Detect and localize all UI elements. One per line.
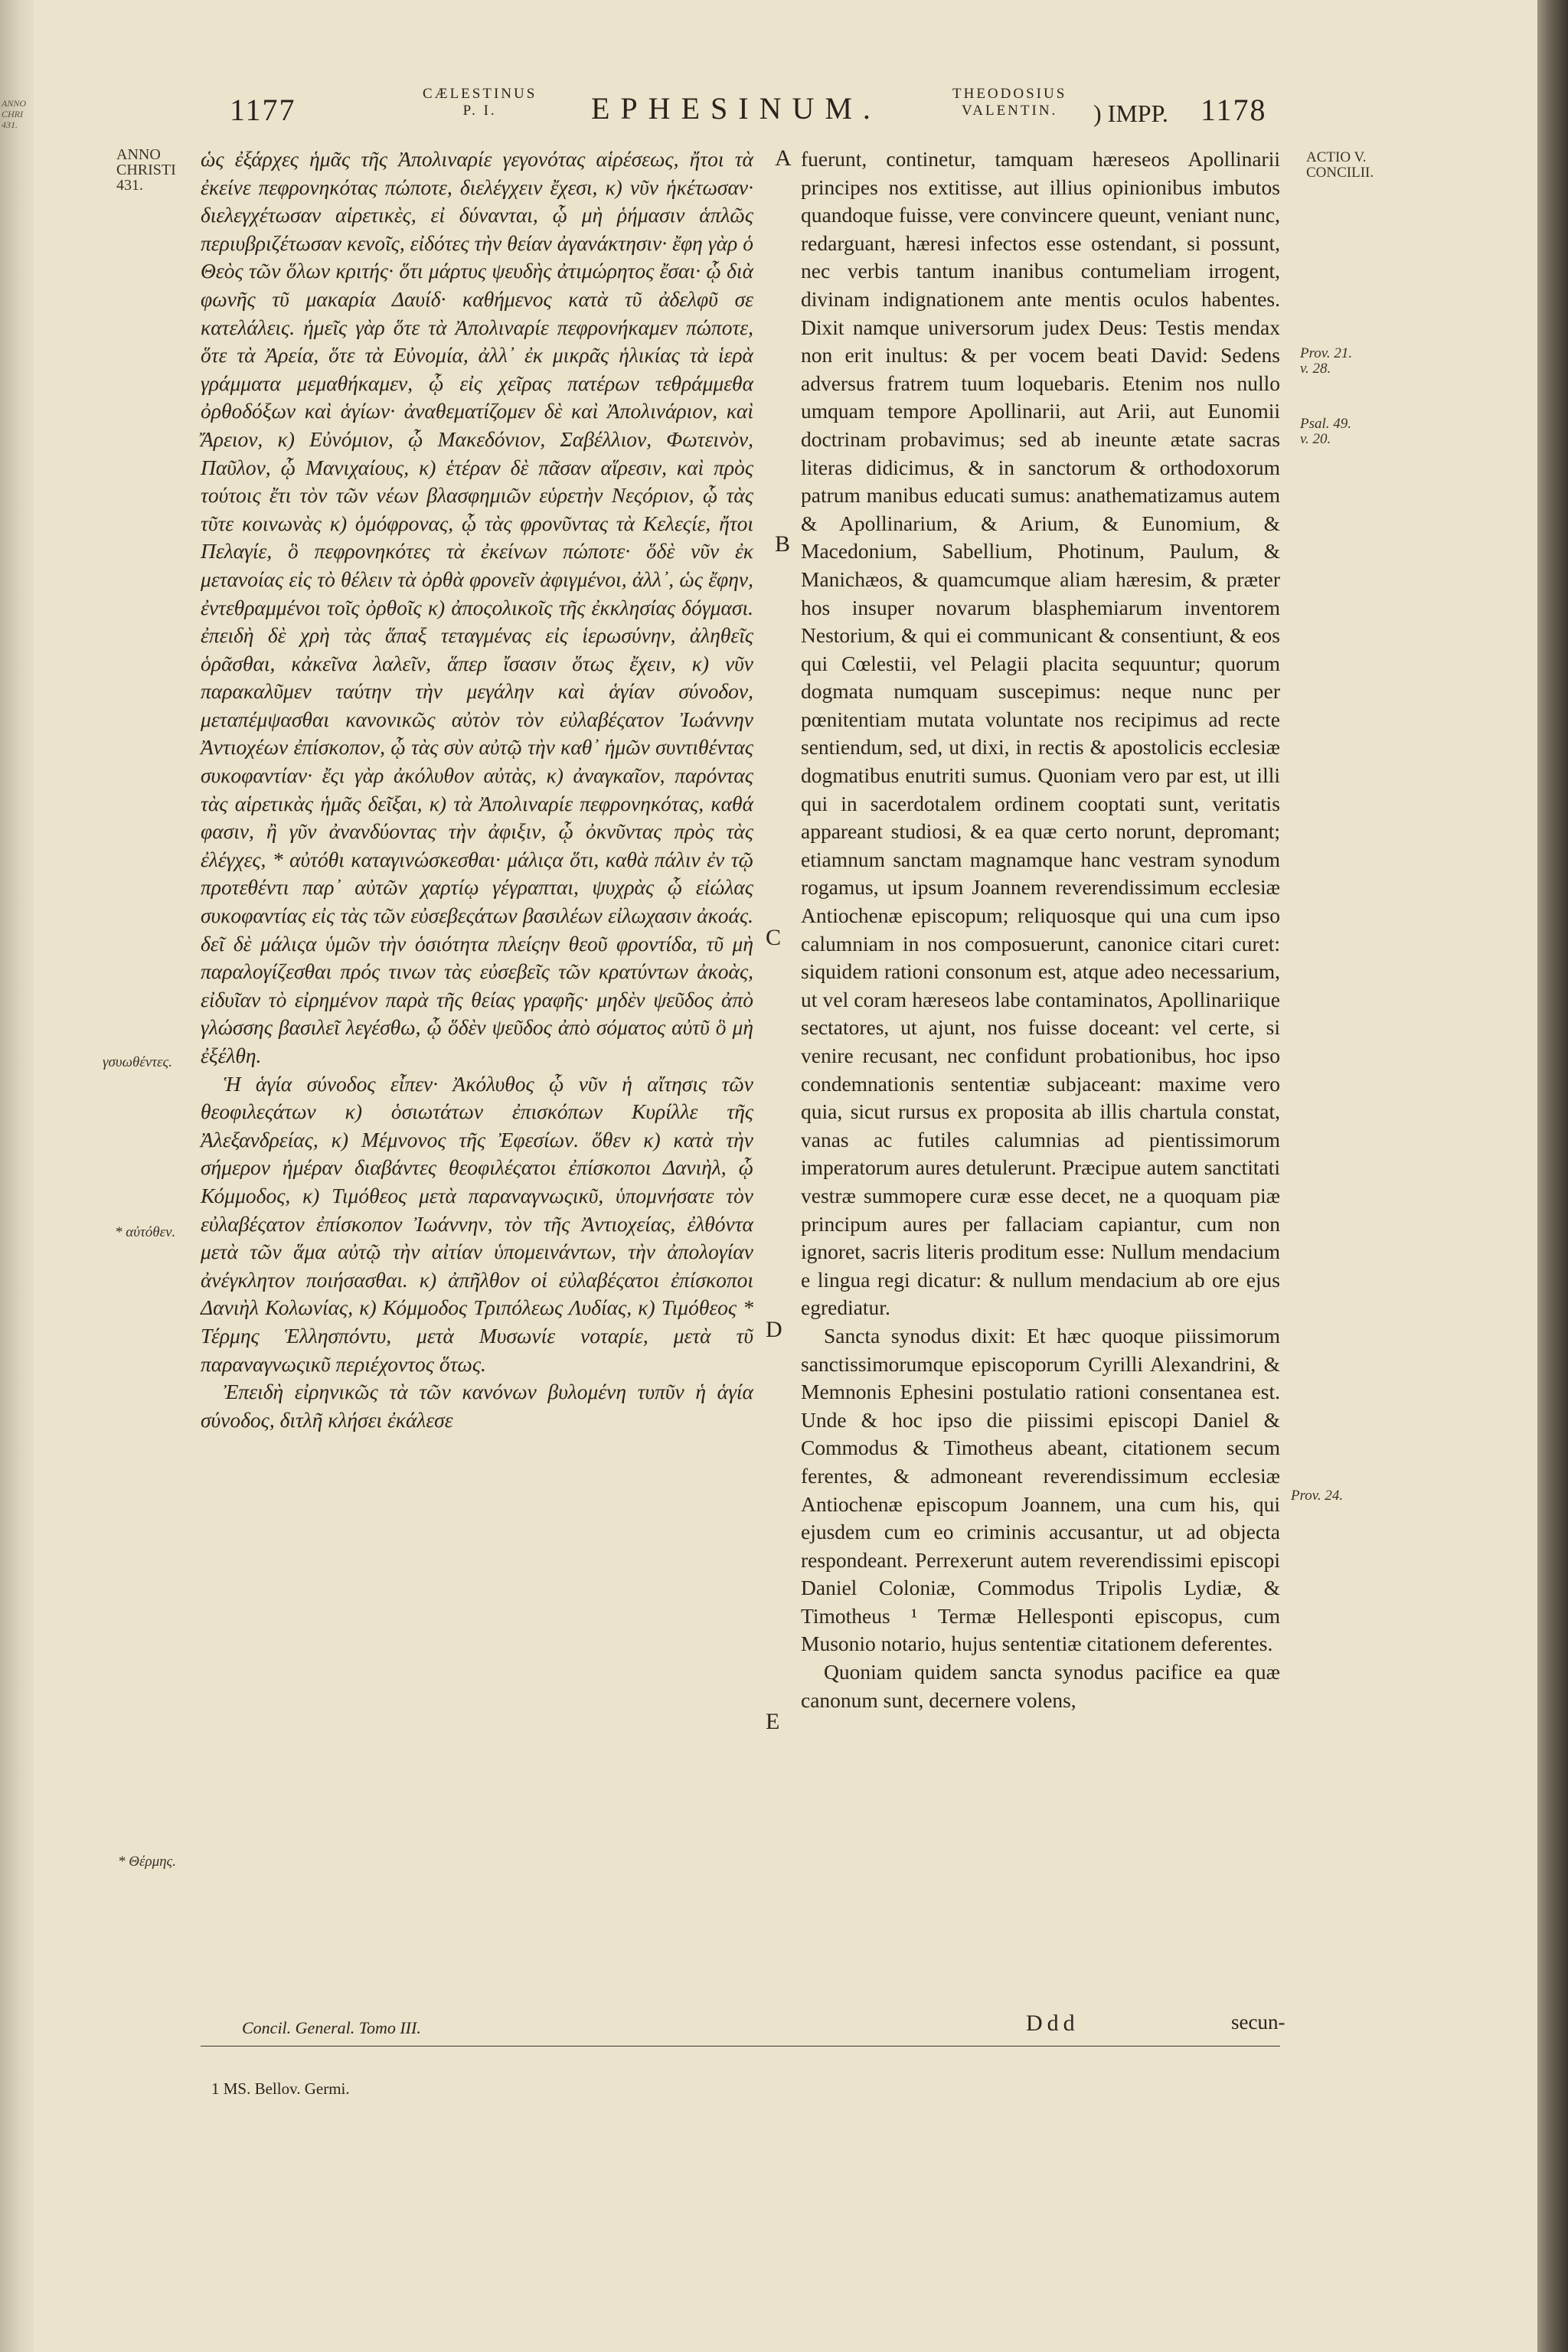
volume-source-line: Concil. General. Tomo III. xyxy=(242,2018,421,2037)
right-running-suffix: ) IMPP. xyxy=(1093,100,1168,127)
right-page-number: 1178 xyxy=(1200,93,1267,127)
section-letter-e: E xyxy=(766,1709,780,1734)
greek-paragraph: ὡς ἐξάρχες ἡμᾶς τῆς Ἀπολιναρίε γεγονότας αἱρέσεως, ἤτοι τὰ ἐκείνε πεφρονηκότας πώποτε, διελέγχειν ἔχεσι, κ) νῦν ἡκέτωσαν· διελεγχέτωσαν αἱρετικὲς, εἰ δύνανται, ᾧ μὴ ῥήμασιν ἁπλῶς περιυβριζέτωσαν κενοῖς, εἰδότες τὴν θείαν ἀγανάκτησιν· ἔφη γὰρ ὁ Θεὸς τῶν ὅλων κριτής· ὅτι μάρτυς ψευδὴς ἀτιμώρητος ἔσαι· ᾧ διὰ φωνῆς τῦ μακαρία Δαυίδ· καθήμενος κατὰ τῦ ἀδελφῦ σε κατελάλεις. ἡμεῖς γὰρ ὅτε τὰ Ἀπολιναρίε πεφρονήκαμεν πώποτε, ὅτε τὰ Ἀρεία, ὅτε τὰ Εὐνομία, ἀλλ᾽ ἐκ μικρᾶς ἡλικίας τὰ ἱερὰ γράμματα μεμαθήκαμεν, ᾧ εἰς χεῖρας πατέρων τεθράμμεθα ὀρθοδόξων καὶ ἁγίων· ἀναθεματίζομεν δὲ καὶ Ἀπολινάριον, καὶ Ἄρειον, κ) Εὐνόμιον, ᾧ Μακεδόνιον, Σαβέλλιον, Φωτεινὸν, Παῦλον, ᾧ Μανιχαίους, κ) ἑτέραν δὲ πᾶσαν αἵρεσιν, καὶ πρὸς τούτοις ἔτι τὸν τῶν νέων βλασφημιῶν εὑρετὴν Νεςόριον, ᾧ τὰς τῦτε κοινωνὰς κ) ὁμόφρονας, ᾧ τὰς φρονῦντας τὰ Κελεςίε, ἤτοι Πελαγίε, ὃ πεφρονηκότες τὰ ἐκείνων πώποτε· ὅδὲ νῦν ἐκ μετανοίας εἰς τὸ θέλειν τὰ ὀρθὰ φρονεῖν ἀφιγμένοι, ἀλλ᾽, ὡς ἔφην, ἐντεθραμμένοι τοῖς ὀρθοῖς κ) ἀποςολικοῖς τῆς ἐκκλησίας δόγμασι. ἐπειδὴ δὲ χρὴ τὰς ἅπαξ τεταγμένας εἰς ἱερωσύνην, ἀληθεῖς ὁρᾶσθαι, κἀκεῖνα λαλεῖν, ἅπερ ἴσασιν ὅτως ἔχειν, κ) νῦν παρακαλῦμεν ταύτην τὴν μεγάλην καὶ ἁγίαν σύνοδον, μεταπέμψασθαι κανονικῶς αὐτὸν τὸν εὐλαβέςατον Ἰωάννην Ἀντιοχέων ἐπίσκοπον, ᾧ τὰς σὺν αὐτῷ τὴν καθ᾽ ἡμῶν συντιθέντας συκοφαντίαν· ἔςι γὰρ ἀκόλυθον αὐτὰς, κ) ἀναγκαῖον, παρόντας τὰς αἱρετικὰς ἡμᾶς δεῖξαι, κ) τὰ Ἀπολιναρίε πεφρονηκότας, καθά φασιν, ἢ γῦν ἀνανδύοντας τὴν ἀφιξιν, ᾧ ὀκνῦντας πρὸς τὰς ἐλέγχες, * αὐτόθι καταγινώσκεσθαι· μάλιςα ὅτι, καθὰ πάλιν ἐν τῷ προτεθέντι παρ᾽ αὐτῶν χαρτίῳ γέγραπται, ψυχρὰς ᾧ εἰώλας συκοφαντίας εἰς τὰς τῶν εὐσεβεςάτων βασιλέων εἰλωχασιν ἀκοάς. δεῖ δὲ μάλιςα ὑμῶν τὴν ὁσιότητα πλείςην θεοῦ φροντίδα, τῦ μὴ παραλογίζεσθαι πρός τινων τὰς εὐσεβεῖς τῶν κρατύντων ἀκοὰς, εἰδυῖαν τὸ εἰρημένον παρὰ τῆς θείας γραφῆς· μηδὲν ψεῦδος ἀπὸ γλώσσης βασιλεῖ λεγέσθω, ᾧ ὅδὲν ψεῦδος ἀπὸ σόματος αὐτῦ ὃ μὴ ἐξέλθη. xyxy=(201,147,753,1067)
latin-paragraph: Sancta synodus dixit: Et hæc quoque piissimorum sanctissimorumque episcoporum Cyrilli Alexandrini, & Memnonis Ephesini postulatio rationi consentanea est. Unde & hoc ipso die piissimi episcopi Daniel & Commodus & Timotheus abeant, citationem secum ferentes, & admoneant reverendissimum ecclesiæ Antiochenæ episcopum Joannem, una cum his, qui ejusdem cum eo criminis accusantur, ut ad objecta respondeant. Perrexerunt autem reverendissimi episcopi Daniel Coloniæ, Commodus Tripolis Lydiæ, & Timotheus ¹ Termæ Hellesponti episcopus, cum Musonio notario, hujus sententiæ citationem deferentes. xyxy=(801,1323,1280,1656)
reference-prov-24: Prov. 24. xyxy=(1291,1488,1344,1504)
section-letter-c: C xyxy=(766,925,782,950)
reference-prov-21: Prov. 21. v. 28. xyxy=(1300,345,1353,377)
page-title: EPHESINUM. xyxy=(591,91,881,126)
footnote-rule xyxy=(201,2046,1280,2047)
left-page-number: 1177 xyxy=(230,93,296,127)
binding-gutter: ANNO CHRI 431. xyxy=(0,0,34,2352)
greek-paragraph: Ἡ ἁγία σύνοδος εἶπεν· Ἀκόλυθος ᾧ νῦν ἡ αἴτησις τῶν θεοφιλεςάτων κ) ὁσιωτάτων ἐπισκόπων Κυρίλλε τῆς Ἀλεξανδρείας, κ) Μέμνονος τῆς Ἐφεσίων. ὅθεν κ) κατὰ τὴν σήμερον ἡμέραν διαβάντες θεοφιλέςατοι ἐπίσκοποι Δανιὴλ, ᾧ Κόμμοδος, κ) Τιμόθεος μετὰ παραναγνωςικῦ, ὑπομνήσατε τὸν εὐλαβέςατον ἐπίσκοπον Ἰωάννην, τὸν τῆς Ἀντιοχείας, ἐλθόντα μετὰ τῶν ἅμα αὐτῷ τὴν αἰτίαν ὑπομεινάντων, τὴν ἀπολογίαν ἀνέγκλητον ποιήσασθαι. κ) ἀπῆλθον οἱ εὐλαβέςατοι ἐπίσκοποι Δανιὴλ Κολωνίας, κ) Κόμμοδος Τριπόλεως Λυδίας, κ) Τιμόθεος * Τέρμης Ἑλλησπόντυ, μετὰ Μυσωνίε νοταρίε, μετὰ τῦ παραναγνωςικῦ περιέχοντος ὅτως. xyxy=(201,1071,753,1376)
catchword: secun- xyxy=(1231,2011,1285,2034)
actio-note: ACTIO V. CONCILII. xyxy=(1306,149,1374,181)
greek-variant-note-1: γσυωθέντες. xyxy=(103,1054,172,1070)
latin-paragraph: Quoniam quidem sancta synodus pacifice ea quæ canonum sunt, decernere volens, xyxy=(801,1660,1280,1712)
left-running-head: CÆLESTINUS P. I. xyxy=(423,86,537,119)
section-letter-d: D xyxy=(766,1317,782,1342)
greek-variant-note-2: * αὐτόθεν. xyxy=(115,1224,176,1240)
section-letter-b: B xyxy=(775,531,791,557)
right-running-head: THEODOSIUS VALENTIN. xyxy=(952,86,1067,119)
anno-christi-note: ANNO CHRISTI 431. xyxy=(116,146,176,194)
running-header xyxy=(0,86,1568,139)
signature-mark: Ddd xyxy=(1026,2011,1080,2036)
greek-paragraph: Ἐπειδὴ εἰρηνικῶς τὰ τῶν κανόνων βυλομένη τυπῦν ἡ ἁγία σύνοδος, διτλῆ κλήσει ἐκάλεσε xyxy=(201,1380,753,1432)
footnote: 1 MS. Bellov. Germi. xyxy=(211,2079,350,2098)
greek-column xyxy=(201,145,753,1434)
latin-paragraph: fuerunt, continetur, tamquam hæreseos Apollinarii principes nos extitisse, aut illius opinionibus imbutos quandoque fuisse, vere convincere queunt, veniant nunc, redarguant, hæresi infectos esse ostendant, si possunt, nec verbis tantum inanibus contumeliam irrogent, divinam indignationem ante mentis oculos habentes. Dixit namque universorum judex Deus: Testis mendax non erit inultus: & per vocem beati David: Sedens adversus fratrem tuum loquebaris. Etenim nos nullo umquam tempore Apollinarii, aut Arii, aut Eunomii doctrinam probavimus; sed ab ineunte ætate sacras literas didicimus, & in sanctorum & orthodoxorum patrum manibus educati sumus: anathematizamus autem & Apollinarium, & Arium, & Eunomium, & Macedonium, Sabellium, Photinum, Paulum, & Manichæos, & quamcumque aliam hæresim, & præter hos insuper novarum blasphemiarum inventorem Nestorium, & qui ei communicant & consentiunt, & eos qui Cœlestii, vel Pelagii placita sequuntur; quorum dogmata numquam suscepimus: neque nunc per pœnitentiam mutata voluntate nos recipimus ad recte sentiendum, sed, ut dixi, in rectis & apostolicis ecclesiæ dogmatibus enutriti sumus. Quoniam vero par est, ut illi qui in sacerdotalem ordinem cooptati sunt, veritatis appareant studiosi, & ea quæ certo norunt, depromant; etiamnum sanctam magnamque hanc vestram synodum rogamus, ut ipsum Joannem reverendissimum ecclesiæ Antiochenæ episcopum; reliquosque qui una cum ipso calumniam in nos composuerunt, canonice citari curet: siquidem rationi consonum est, atque adeo necessarium, ut vel coram hæreseos labe contaminatos, Apollinariique sectatores, ut ajunt, nos fuisse doceant: vel certe, si venire recusant, nec confidunt probationibus, hoc ipso condemnationis sententiæ subjaceant: maxime vero quia, sicut rursus ex proposita ab illis chartula constat, vanas ac futiles calumnias ad pientissimorum imperatorum aures detulerunt. Præcipue autem sanctitati vestræ summopere curæ esse decet, ne a quoquam piæ principum aures per fallaciam capiantur, cum non ignoret, sacris literis proditum esse: Nullum mendacium e lingua regi dicatur: & nullum mendacium ab ore ejus egrediatur. xyxy=(801,147,1280,1320)
latin-column xyxy=(801,145,1280,1714)
reference-psal-49: Psal. 49. v. 20. xyxy=(1300,416,1352,447)
section-letter-a: A xyxy=(775,145,792,171)
greek-variant-note-3: * Θέρμης. xyxy=(118,1854,176,1870)
page-edge-shadow xyxy=(1537,0,1568,2352)
